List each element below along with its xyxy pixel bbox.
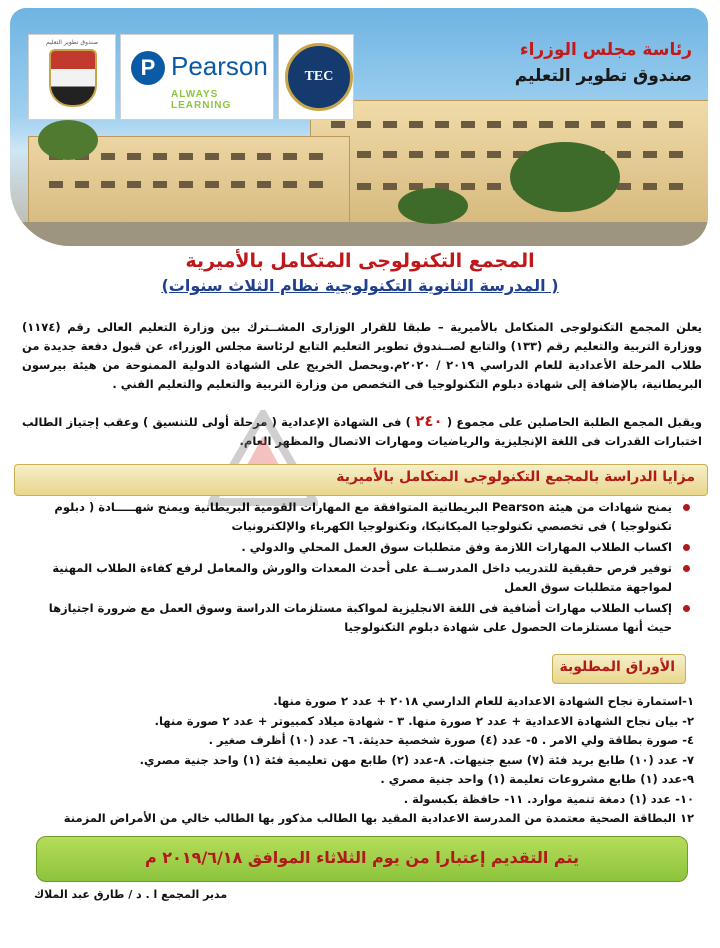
list-item: اكساب الطلاب المهارات اللازمة وفق متطلبات سوق العمل المحلي والدولي . <box>22 538 694 557</box>
list-item: ٧- عدد (١٠) طابع بريد فئة (٧) سبع جنيهات. ٨-عدد (٢) طابع مهن تعليمية فئة (١) واحد جنية مصري. <box>139 752 694 767</box>
admission-score: ٢٤٠ <box>415 412 443 430</box>
pearson-logo <box>120 34 274 120</box>
egypt-logo-caption: صندوق تطوير التعليم <box>45 39 99 46</box>
ministry-block <box>515 40 692 86</box>
signature: مدير المجمع ا . د / طارق عبد الملاك <box>34 888 228 901</box>
page-subtitle: ( المدرسة الثانوية التكنولوجية نظام الثلاث سنوات) <box>161 276 559 295</box>
list-item: توفير فرص حقيقية للتدريب داخل المدرســة على أحدث المعدات والورش والمعامل لرفع كفاءة الطلاب المهنية لمواجهة متطلبات سوق العمل <box>22 559 694 597</box>
list-item: ٢- بيان نجاح الشهادة الاعدادية + عدد ٢ صورة منها. ٣ - شهادة ميلاد كمبيوتر + عدد ٢ صورة منها. <box>154 713 694 728</box>
deadline-banner <box>36 836 688 882</box>
window-row <box>331 151 691 158</box>
page-title: المجمع التكنولوجى المتكامل بالأميرية <box>185 250 535 272</box>
admission-text-after: ) فى الشهادة الإعدادية ( مرحلة أولى للتنسيق ) وعقب إجتياز الطالب اختبارات القدرات فى اللغة الإنجليزية والرياضيات ومهارات الاتصال والمظهر العام. <box>22 415 702 448</box>
ministry-line2: صندوق تطوير التعليم <box>514 66 692 86</box>
tec-logo <box>278 34 354 120</box>
palm-tree <box>38 120 98 160</box>
school-building-right <box>310 100 708 226</box>
list-item: إكساب الطلاب مهارات أضافية فى اللغة الانجليزية لمواكبة مستلزمات الدراسة وسوق العمل مع ضرورة اجتيازها حيث أنها مستلزمات الحصول على شهادة دبلوم التكنولوجيا <box>22 599 694 637</box>
header-photo <box>10 8 708 246</box>
list-item: ٩-عدد (١) طابع مشروعات تعليمة (١) واحد جنية مصري . <box>380 772 694 786</box>
ministry-line1: رئاسة مجلس الوزراء <box>519 40 692 60</box>
list-item: ١٢ البطاقة الصحية معتمدة من المدرسة الاعدادية المقيد بها الطالب مذكور بها الطالب خالي من الأمراض المزمنة <box>63 811 694 825</box>
documents-heading-band <box>552 654 686 684</box>
documents-list <box>22 692 694 829</box>
features-list <box>22 498 694 639</box>
deadline-text: يتم التقديم إعتبارا من يوم الثلاثاء الموافق ٢٠١٩/٦/١٨ م <box>144 848 579 867</box>
documents-heading: الأوراق المطلوبة <box>559 659 675 675</box>
list-item: ١-استمارة نجاح الشهادة الاعدادية للعام الدارسي ٢٠١٨ + عدد ٢ صورة منها. <box>273 694 694 708</box>
window-row <box>49 153 329 160</box>
ground <box>10 222 708 246</box>
list-item: ٤- صورة بطاقة ولي الامر . ٥- عدد (٤) صورة شخصية حديثة. ٦- عدد (١٠) أظرف صغير . <box>208 733 694 747</box>
window-row <box>331 121 691 128</box>
intro-paragraph: يعلن المجمع التكنولوجى المتكامل بالأميرية – طبقا للقرار الوزارى المشــترك بين وزارة التعليم العالى رقم (١١٧٤) ووزارة التربية والتعليم رقم (١٣٣) والتابع لصــندوق تطوير التعليم التابع لرئاسة مجلس الوزراء، عن قبول دفعة جديدة من طلاب المرحلة الأعدادية للعام الدراسي ٢٠١٩ / ٢٠٢٠م.ويحصل الخريج على الشهادة الدولية الممنوحة من هيئة بيرسون البريطانية، بالإضافة إلى شهادة دبلوم التكنولوجيا فى التخصص من وزارة التربية والتعليم والتعليم الفني . <box>22 320 702 391</box>
features-heading: مزايا الدراسة بالمجمع التكنولوجى المتكامل بالأميرية <box>336 469 695 485</box>
admission-paragraph <box>22 412 702 451</box>
window-row <box>49 181 329 188</box>
pearson-tagline: ALWAYS LEARNING <box>171 89 232 111</box>
admission-text-before: ويقبل المجمع الطلبة الحاصلين على مجموع ( <box>446 415 702 429</box>
pearson-p-icon: P <box>131 51 165 85</box>
features-heading-band <box>14 464 708 496</box>
list-item: ١٠- عدد (١) دمغة تنمية موارد. ١١- حافظة بكبسولة . <box>403 791 694 806</box>
eagle-emblem-icon <box>49 49 97 107</box>
egypt-fund-logo <box>28 34 116 120</box>
tec-emblem: TEC <box>285 43 353 111</box>
pearson-brand: Pearson <box>171 51 268 81</box>
tree <box>398 188 468 224</box>
tree <box>510 142 620 212</box>
list-item: يمنح شهادات من هيئة Pearson البريطانية المتوافقة مع المهارات القومية البريطانية ويمنح شهـــــادة ( دبلوم تكنولوجيا ) فى تخصصي تكنولوجيا الميكانيكا، وتكنولوجيا الكهرباء والإلكترونيات <box>22 498 694 536</box>
